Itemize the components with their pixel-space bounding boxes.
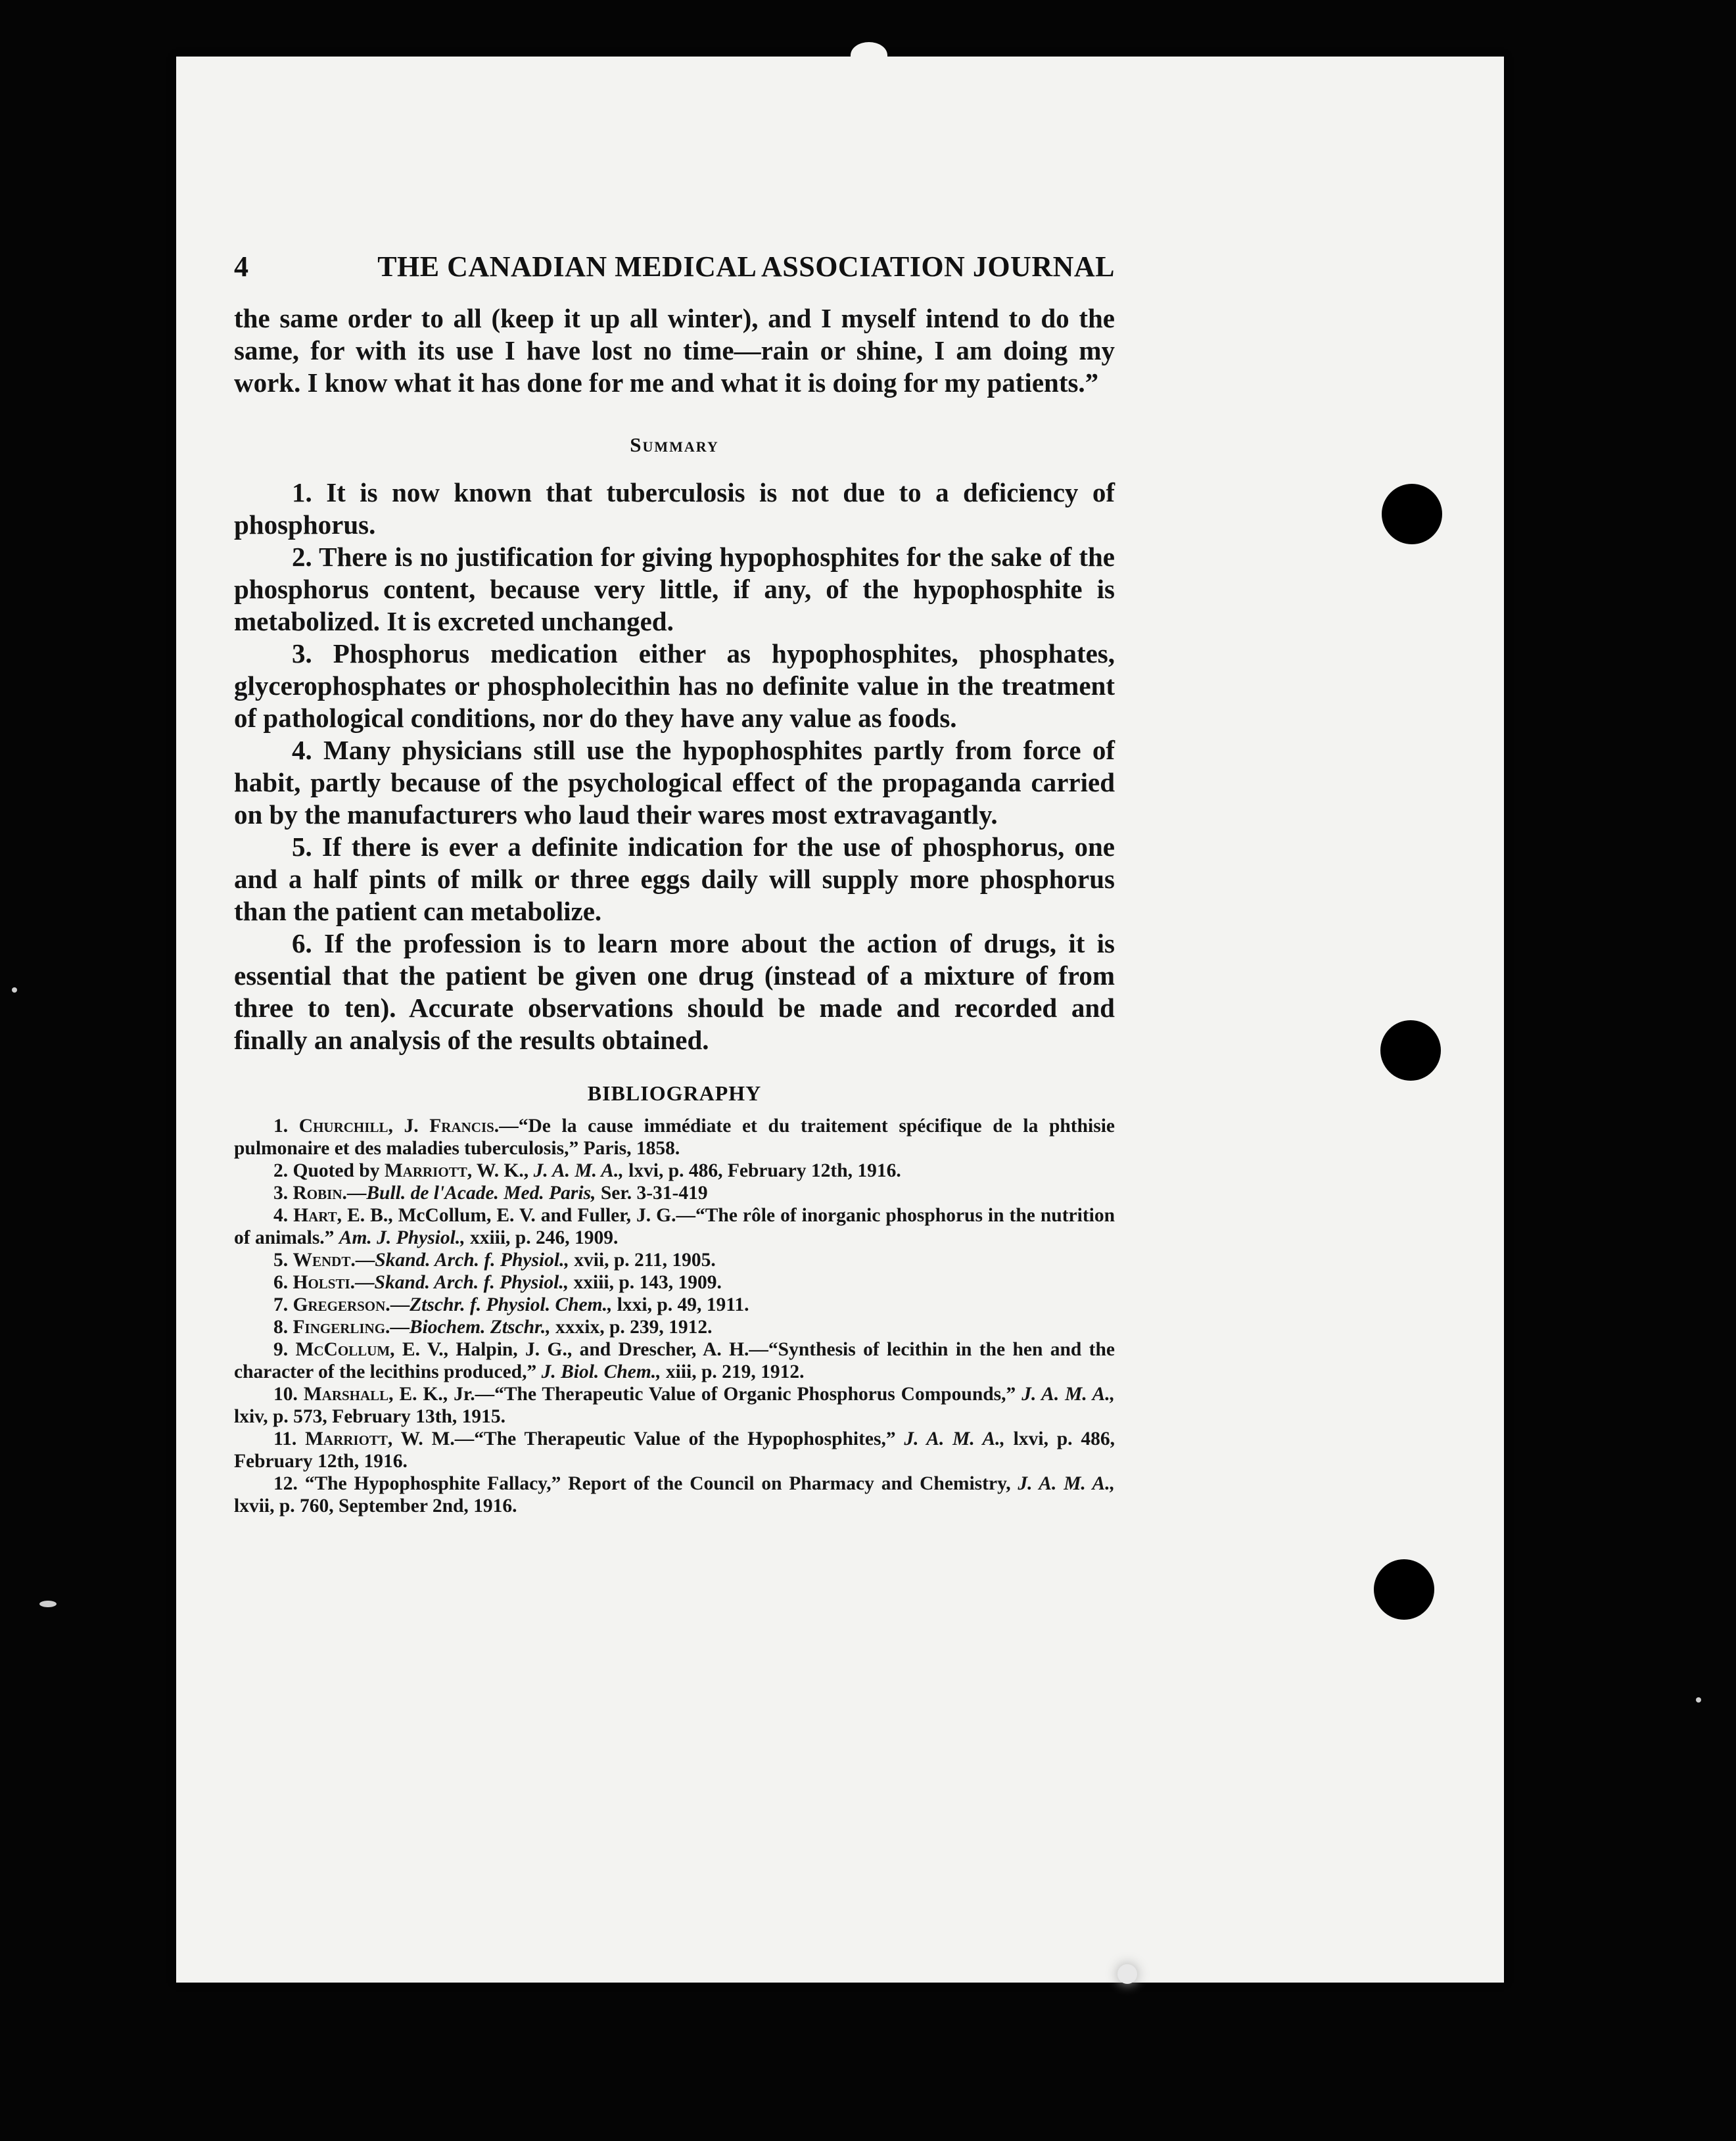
reference-number: 8. (273, 1317, 289, 1338)
punch-hole-middle (1380, 1020, 1441, 1081)
reference-author: Wendt. (293, 1250, 356, 1271)
reference-text: xxxix, p. 239, 1912. (550, 1317, 713, 1338)
summary-point: 2. There is no justification for giving hypophosphites for the sake of the phosphorus content, because very little, if any, of the hypophosphite is metabolized. It is excreted unchanged. (234, 542, 1115, 636)
reference-number: 3. (273, 1183, 289, 1204)
summary-heading: Summary (630, 433, 719, 456)
reference-text: —“De la cause immédiate et du traitement spécifique de la phthisie pulmonaire et des maladies tuberculosis,” Paris, 1858. (234, 1116, 1115, 1159)
reference-journal: Biochem. Ztschr., (409, 1317, 551, 1338)
reference-text: lxvii, p. 760, September 2nd, 1916. (234, 1495, 517, 1517)
reference-text: Quoted by (293, 1160, 385, 1181)
punch-hole-bottom (1374, 1559, 1434, 1620)
reference-text: — (390, 1294, 410, 1315)
intro-paragraph: the same order to all (keep it up all winter), and I myself intend to do the same, for with its use I have lost no time—rain or shine, I am doing my work. I know what it has done for me and what it is doing for my patients.” (234, 303, 1115, 398)
film-speck (1117, 1964, 1137, 1984)
reference-item (234, 1182, 1115, 1204)
reference-text: — (390, 1317, 410, 1338)
summary-point: 4. Many physicians still use the hypophosphites partly from force of habit, partly because of the psychological effect of the propaganda carried on by the manufacturers who laud their wares most extravagantly. (234, 735, 1115, 830)
reference-number: 9. (273, 1339, 289, 1360)
reference-author: Gregerson. (293, 1294, 390, 1315)
summary-list (234, 477, 1115, 1056)
reference-text: xxiii, p. 143, 1909. (569, 1272, 722, 1293)
reference-author: Churchill, J. Francis. (298, 1116, 500, 1137)
reference-journal: J. A. M. A., (533, 1160, 624, 1181)
reference-author: McCollum, (295, 1339, 395, 1360)
reference-item (234, 1338, 1115, 1383)
reference-text: lxvi, p. 486, February 12th, 1916. (623, 1160, 901, 1181)
reference-number: 12. (273, 1473, 298, 1494)
page-number: 4 (234, 250, 249, 283)
page-content (234, 250, 1115, 1517)
reference-text: Ser. 3-31-419 (596, 1183, 708, 1204)
reference-text: — (355, 1272, 375, 1293)
film-speck (39, 1601, 57, 1607)
reference-number: 2. (273, 1160, 289, 1181)
reference-number: 6. (273, 1272, 289, 1293)
film-speck (12, 987, 17, 993)
reference-text: — (346, 1183, 367, 1204)
film-speck (1696, 1697, 1701, 1703)
reference-item (234, 1204, 1115, 1249)
reference-item (234, 1249, 1115, 1271)
reference-text: xiii, p. 219, 1912. (661, 1361, 805, 1382)
running-head (234, 250, 1115, 302)
reference-text: xvii, p. 211, 1905. (569, 1250, 716, 1271)
reference-text: lxiv, p. 573, February 13th, 1915. (234, 1406, 506, 1427)
reference-item (234, 1472, 1115, 1517)
reference-text: E. B., McCollum, E. V. and Fuller, J. G.—“The rôle of inorganic phosphorus in the nutrition of animals.” (234, 1205, 1115, 1248)
reference-item (234, 1160, 1115, 1182)
reference-author: Holsti. (293, 1272, 356, 1293)
reference-journal: Skand. Arch. f. Physiol., (374, 1272, 569, 1293)
reference-number: 10. (273, 1384, 298, 1405)
reference-text: lxvi, p. 486, February 12th, 1916. (234, 1428, 1115, 1472)
reference-author: Fingerling. (293, 1317, 390, 1338)
reference-author: Hart, (293, 1205, 342, 1226)
reference-text: W. K., (472, 1160, 534, 1181)
reference-journal: J. A. M. A., (904, 1428, 1005, 1449)
reference-journal: Am. J. Physiol., (339, 1227, 465, 1248)
punch-hole-top (1382, 484, 1442, 544)
reference-number: 11. (273, 1428, 297, 1449)
reference-item (234, 1294, 1115, 1316)
reference-author: Robin. (293, 1183, 347, 1204)
reference-item (234, 1316, 1115, 1338)
reference-number: 1. (273, 1116, 289, 1137)
reference-journal: J. A. M. A., (1021, 1384, 1115, 1405)
journal-title: THE CANADIAN MEDICAL ASSOCIATION JOURNAL (377, 250, 1115, 283)
reference-journal: Bull. de l'Acade. Med. Paris, (366, 1183, 596, 1204)
reference-number: 7. (273, 1294, 289, 1315)
reference-author: Marriott, (305, 1428, 393, 1449)
reference-author: Marriott, (384, 1160, 473, 1181)
reference-text: lxxi, p. 49, 1911. (612, 1294, 749, 1315)
summary-point: 1. It is now known that tuberculosis is not due to a deficiency of phosphorus. (234, 477, 1115, 540)
reference-number: 5. (273, 1250, 289, 1271)
reference-text: E. V., Halpin, J. G., and Drescher, A. H.—“Synthesis of lecithin in the hen and the character of the lecithins produced,” (234, 1339, 1115, 1382)
reference-text: xxiii, p. 246, 1909. (465, 1227, 619, 1248)
reference-journal: J. A. M. A., (1018, 1473, 1115, 1494)
reference-item (234, 1271, 1115, 1294)
bibliography-heading: BIBLIOGRAPHY (587, 1081, 762, 1105)
reference-journal: Ztschr. f. Physiol. Chem., (410, 1294, 613, 1315)
body-text (234, 302, 1115, 399)
reference-text: — (355, 1250, 375, 1271)
reference-item (234, 1428, 1115, 1472)
reference-journal: Skand. Arch. f. Physiol., (375, 1250, 569, 1271)
reference-author: Marshall, (303, 1384, 394, 1405)
reference-number: 4. (273, 1205, 289, 1226)
reference-journal: J. Biol. Chem., (541, 1361, 661, 1382)
reference-text: “The Hypophosphite Fallacy,” Report of the Council on Pharmacy and Chemistry, (304, 1473, 1018, 1494)
summary-point: 3. Phosphorus medication either as hypophosphites, phosphates, glycerophosphates or phospholecithin has no definite value in the treatment of pathological conditions, nor do they have any value as foods. (234, 638, 1115, 733)
summary-point: 6. If the profession is to learn more about the action of drugs, it is essential that the patient be given one drug (instead of a mixture of from three to ten). Accurate observations should be made and recorded and finally an analysis of the results obtained. (234, 928, 1115, 1055)
reference-list (234, 1115, 1115, 1517)
summary-point: 5. If there is ever a definite indication for the use of phosphorus, one and a half pints of milk or three eggs daily will supply more phosphorus than the patient can metabolize. (234, 832, 1115, 926)
reference-item (234, 1115, 1115, 1160)
reference-text: W. M.—“The Therapeutic Value of the Hypophosphites,” (392, 1428, 904, 1449)
reference-item (234, 1383, 1115, 1428)
page-notch (851, 42, 887, 68)
reference-text: E. K., Jr.—“The Therapeutic Value of Organic Phosphorus Compounds,” (393, 1384, 1022, 1405)
